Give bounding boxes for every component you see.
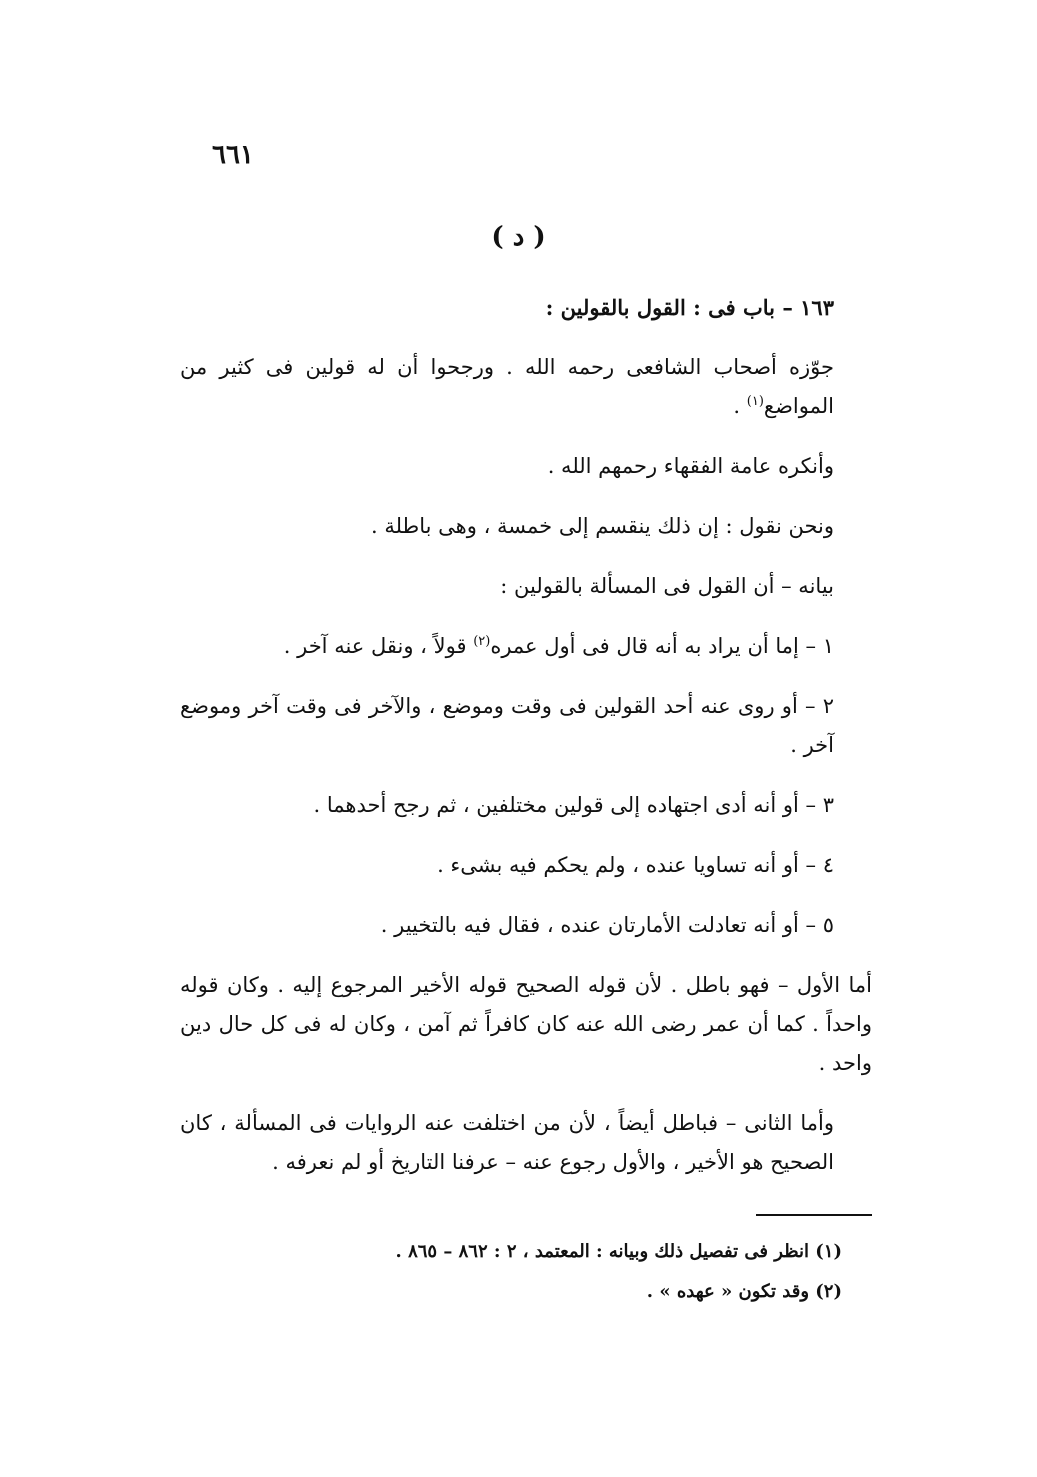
page-number: ٦٦١	[212, 140, 254, 170]
footnote-divider	[756, 1214, 872, 1216]
list-item-2: ٢ – أو روى عنه أحد القولين فى وقت وموضع ، والآخر فى وقت آخر وموضع آخر .	[180, 694, 834, 757]
paragraph-1-text: جوّزه أصحاب الشافعى رحمه الله . ورجحوا أن له قولين فى كثير من المواضع	[180, 355, 834, 418]
paragraph-4: بيانه – أن القول فى المسألة بالقولين :	[500, 574, 834, 598]
footnote-ref-1[interactable]: (١)	[746, 394, 764, 409]
list-item-4: ٤ – أو أنه تساويا عنده ، ولم يحكم فيه بشىء .	[437, 853, 834, 877]
list-item-5: ٥ – أو أنه تعادلت الأمارتان عنده ، فقال فيه بالتخيير .	[380, 913, 834, 937]
list-item-1-text: ١ – إما أن يراد به أنه قال فى أول عمره	[490, 634, 834, 658]
paragraph-3: ونحن نقول : إن ذلك ينقسم إلى خمسة ، وهى باطلة .	[370, 514, 834, 538]
list-item-1-end: قولاً ، ونقل عنه آخر .	[283, 634, 474, 658]
paragraph-1	[180, 348, 872, 426]
list-item-1	[180, 627, 872, 666]
paragraph-5: أما الأول – فهو باطل . لأن قوله الصحيح قوله الأخير المرجوع إليه . وكان قوله واحداً . كما أن عمر رضى الله عنه كان كافراً ثم آمن ، وكان له فى كل حال دين واحد .	[180, 973, 872, 1075]
list-item-3: ٣ – أو أنه أدى اجتهاده إلى قولين مختلفين ، ثم رجح أحدهما .	[313, 793, 834, 817]
paragraph-1-end: .	[733, 394, 747, 418]
main-text	[180, 288, 872, 1203]
paragraph-6: وأما الثانى – فباطل أيضاً ، لأن من اختلفت عنه الروايات فى المسألة ، كان الصحيح هو الأخير ، والأول رجوع عنه – عرفنا التاريخ أو لم نعرفه .	[180, 1111, 834, 1174]
paragraph-2: وأنكره عامة الفقهاء رحمهم الله .	[547, 454, 834, 478]
section-letter: ( د )	[491, 222, 546, 252]
footnotes	[180, 1232, 872, 1312]
chapter-heading: ١٦٣ – باب فى : القول بالقولين :	[545, 295, 834, 320]
footnote-1: (١) انظر فى تفصيل ذلك وبيانه : المعتمد ، ٢ : ٨٦٢ – ٨٦٥ .	[395, 1241, 842, 1262]
footnote-2: (٢) وقد تكون « عهده » .	[646, 1281, 842, 1302]
footnote-ref-2[interactable]: (٢)	[473, 634, 491, 649]
